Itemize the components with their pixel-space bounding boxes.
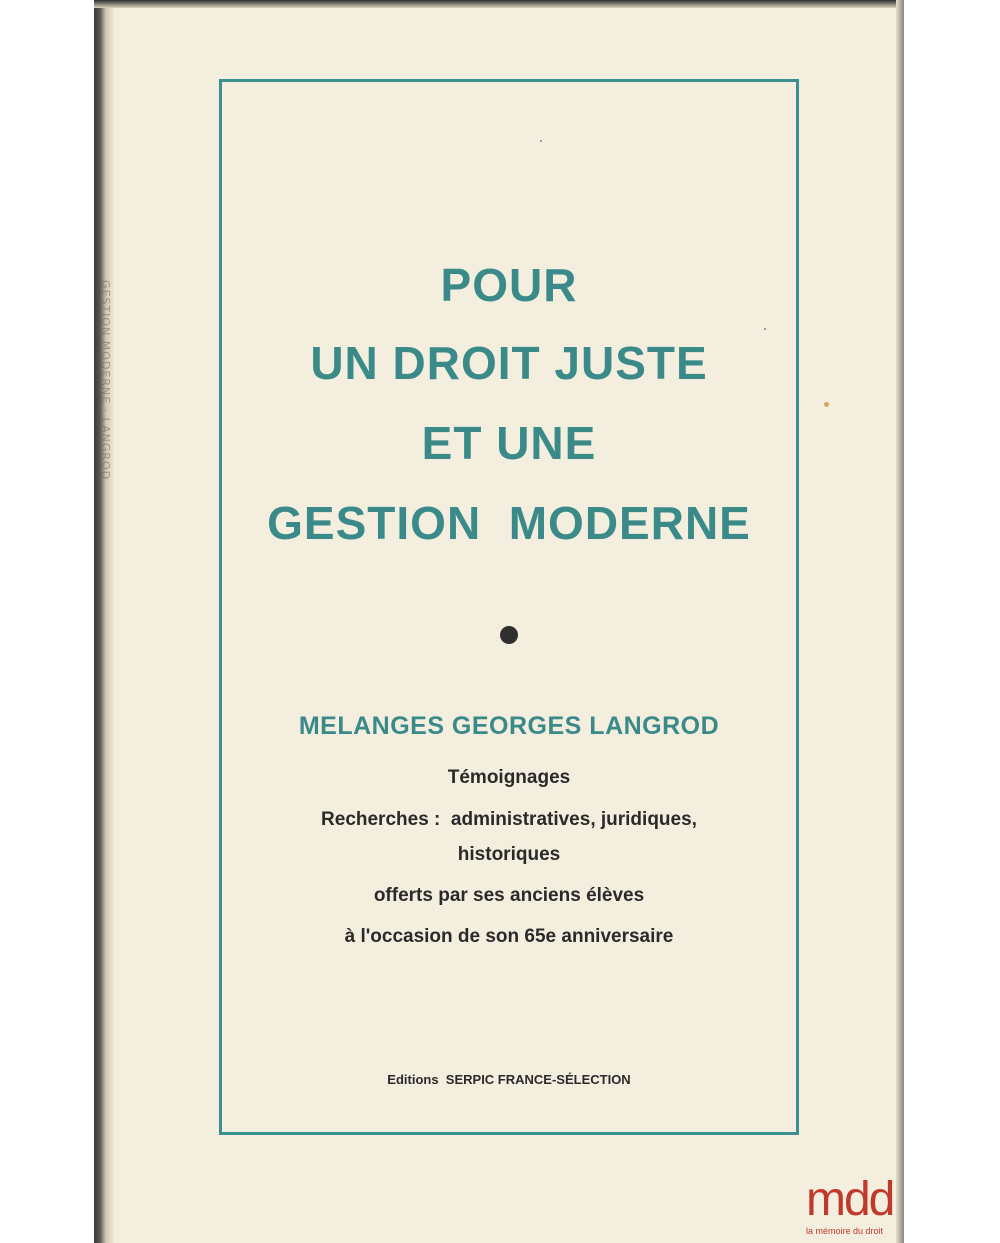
title-line-1: POUR [440,259,578,311]
body-line-historiques: historiques [457,844,561,865]
publisher-line: Editions SERPIC FRANCE-SÉLECTION [387,1072,631,1087]
paper-speck [540,140,542,142]
logo-tagline: la mémoire du droit [806,1226,884,1236]
cover-right-edge [896,0,904,1243]
title-line-3: ET UNE [421,417,597,469]
title-line-2: UN DROIT JUSTE [310,337,708,389]
logo-mdd: mdd [806,1173,894,1226]
body-line-offerts: offerts par ses anciens élèves [373,885,645,906]
paper-speck [824,402,829,407]
title-line-4: GESTION MODERNE [267,497,751,549]
subtitle: MELANGES GEORGES LANGROD [298,712,720,740]
cover-top-edge [94,0,904,8]
paper-speck [764,328,766,330]
bullet-separator [500,626,518,644]
body-line-recherches: Recherches : administratives, juridiques, [321,809,697,830]
body-line-temoignages: Témoignages [447,767,571,788]
cover-border-frame [219,79,799,1135]
body-line-occasion: à l'occasion de son 65e anniversaire [344,926,674,947]
spine-text: GESTION MODERNE · LANGROD [99,280,112,481]
watermark-logo [806,1173,906,1236]
